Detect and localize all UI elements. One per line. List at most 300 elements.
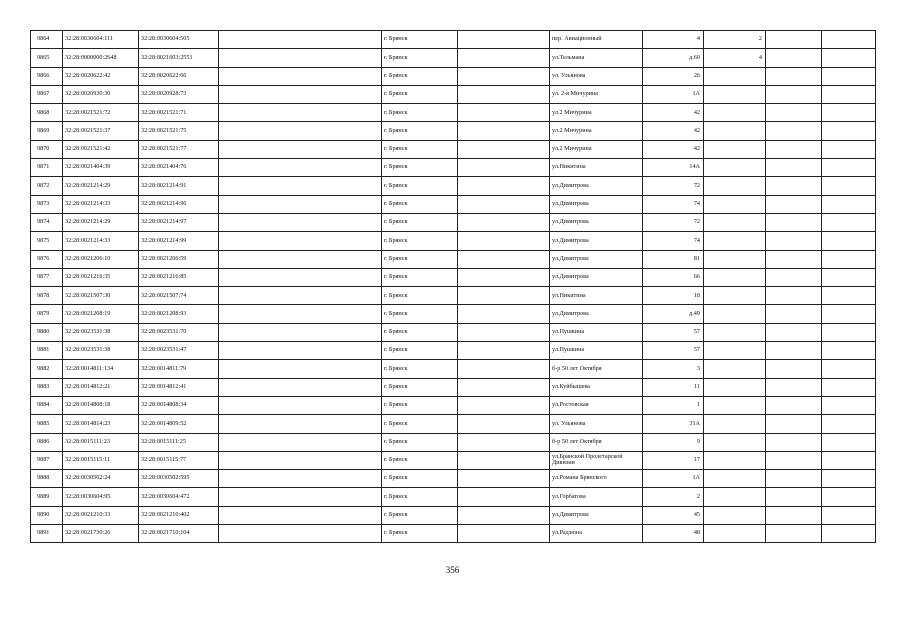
locality-cell: г. Брянск [382, 396, 458, 414]
row-number-cell: 9883 [31, 378, 63, 396]
description-cell [219, 31, 382, 49]
description-cell [219, 67, 382, 85]
object-cadastral-number-cell: 32:28:0021404:76 [139, 159, 219, 177]
locality-cell: г. Брянск [382, 195, 458, 213]
extra-cell [458, 287, 550, 305]
table-row [31, 104, 876, 122]
building-cell [704, 488, 766, 506]
aux-cell-2 [822, 342, 876, 360]
row-number-cell: 9880 [31, 323, 63, 341]
cadastral-number-cell: 32:28:0021521:42 [63, 140, 139, 158]
aux-cell-2 [822, 213, 876, 231]
description-cell [219, 268, 382, 286]
object-cadastral-number-cell: 32:28:0021210:402 [139, 506, 219, 524]
locality-cell: г. Брянск [382, 506, 458, 524]
row-number-cell: 9873 [31, 195, 63, 213]
locality-cell: г. Брянск [382, 140, 458, 158]
description-cell [219, 378, 382, 396]
aux-cell-1 [766, 159, 822, 177]
row-number-cell: 9876 [31, 250, 63, 268]
locality-cell: г. Брянск [382, 268, 458, 286]
object-cadastral-number-cell: 32:28:0021710:104 [139, 525, 219, 543]
aux-cell-1 [766, 85, 822, 103]
row-number-cell: 9864 [31, 31, 63, 49]
table-row [31, 470, 876, 488]
street-cell: ул.Димитрова [550, 268, 643, 286]
row-number-cell: 9869 [31, 122, 63, 140]
extra-cell [458, 396, 550, 414]
house-number-cell: 1 [643, 396, 704, 414]
aux-cell-2 [822, 250, 876, 268]
row-number-cell: 9887 [31, 451, 63, 469]
aux-cell-2 [822, 159, 876, 177]
object-cadastral-number-cell: 32:28:0023531:70 [139, 323, 219, 341]
extra-cell [458, 506, 550, 524]
object-cadastral-number-cell: 32:28:0021521:75 [139, 122, 219, 140]
object-cadastral-number-cell: 32:28:0021214:97 [139, 213, 219, 231]
house-number-cell: д.49 [643, 305, 704, 323]
cadastral-number-cell: 32:28:0023531:38 [63, 323, 139, 341]
cadastral-number-cell: 32:28:0021404:39 [63, 159, 139, 177]
object-cadastral-number-cell: 32:28:0021206:59 [139, 250, 219, 268]
cadastral-number-cell: 32:28:0021507:30 [63, 287, 139, 305]
building-cell [704, 396, 766, 414]
aux-cell-2 [822, 140, 876, 158]
aux-cell-1 [766, 232, 822, 250]
extra-cell [458, 433, 550, 451]
house-number-cell: 57 [643, 323, 704, 341]
table-row [31, 287, 876, 305]
locality-cell: г. Брянск [382, 323, 458, 341]
row-number-cell: 9875 [31, 232, 63, 250]
description-cell [219, 49, 382, 67]
table-row [31, 232, 876, 250]
aux-cell-1 [766, 67, 822, 85]
locality-cell: г. Брянск [382, 31, 458, 49]
house-number-cell: 9 [643, 433, 704, 451]
description-cell [219, 177, 382, 195]
aux-cell-2 [822, 177, 876, 195]
building-cell [704, 159, 766, 177]
registry-table [30, 30, 876, 543]
street-cell: ул.Горбатова [550, 488, 643, 506]
street-cell: ул.2 Мичурина [550, 104, 643, 122]
object-cadastral-number-cell: 32:28:0020928:73 [139, 85, 219, 103]
extra-cell [458, 305, 550, 323]
cadastral-number-cell: 32:28:0023531:38 [63, 342, 139, 360]
aux-cell-1 [766, 268, 822, 286]
street-cell: ул. Ульянова [550, 415, 643, 433]
description-cell [219, 250, 382, 268]
cadastral-number-cell: 32:28:0014812:21 [63, 378, 139, 396]
table-row [31, 342, 876, 360]
house-number-cell: 74 [643, 232, 704, 250]
table-row [31, 396, 876, 414]
street-cell: б-р 50 лет Октября [550, 433, 643, 451]
extra-cell [458, 159, 550, 177]
house-number-cell: 48 [643, 525, 704, 543]
locality-cell: г. Брянск [382, 378, 458, 396]
cadastral-number-cell: 32:28:0020930:30 [63, 85, 139, 103]
street-cell: б-р 50 лет Октября [550, 360, 643, 378]
locality-cell: г. Брянск [382, 525, 458, 543]
aux-cell-2 [822, 415, 876, 433]
building-cell [704, 305, 766, 323]
row-number-cell: 9882 [31, 360, 63, 378]
cadastral-number-cell: 32:28:0021730:26 [63, 525, 139, 543]
extra-cell [458, 213, 550, 231]
extra-cell [458, 342, 550, 360]
cadastral-number-cell: 32:28:0014808:18 [63, 396, 139, 414]
aux-cell-2 [822, 360, 876, 378]
street-cell: ул.Димитрова [550, 177, 643, 195]
aux-cell-2 [822, 268, 876, 286]
building-cell [704, 451, 766, 469]
building-cell [704, 140, 766, 158]
aux-cell-2 [822, 232, 876, 250]
house-number-cell: 72 [643, 213, 704, 231]
object-cadastral-number-cell: 32:28:0021214:99 [139, 232, 219, 250]
table-row [31, 213, 876, 231]
aux-cell-1 [766, 506, 822, 524]
aux-cell-2 [822, 433, 876, 451]
locality-cell: г. Брянск [382, 415, 458, 433]
description-cell [219, 159, 382, 177]
aux-cell-1 [766, 360, 822, 378]
cadastral-number-cell: 32:28:0021214:33 [63, 232, 139, 250]
object-cadastral-number-cell: 32:28:0021521:71 [139, 104, 219, 122]
building-cell: 2 [704, 31, 766, 49]
locality-cell: г. Брянск [382, 104, 458, 122]
house-number-cell: 45 [643, 506, 704, 524]
street-cell: ул.Пушкина [550, 342, 643, 360]
locality-cell: г. Брянск [382, 470, 458, 488]
building-cell [704, 525, 766, 543]
object-cadastral-number-cell: 32:28:0021521:77 [139, 140, 219, 158]
description-cell [219, 213, 382, 231]
street-cell: ул.Ростовская [550, 396, 643, 414]
cadastral-number-cell: 32:28:0000000:2648 [63, 49, 139, 67]
locality-cell: г. Брянск [382, 177, 458, 195]
extra-cell [458, 31, 550, 49]
building-cell [704, 268, 766, 286]
house-number-cell: 17 [643, 451, 704, 469]
object-cadastral-number-cell: 32:28:0014812:41 [139, 378, 219, 396]
street-cell: ул.Куйбышева [550, 378, 643, 396]
row-number-cell: 9881 [31, 342, 63, 360]
table-row [31, 122, 876, 140]
house-number-cell: 3 [643, 360, 704, 378]
locality-cell: г. Брянск [382, 67, 458, 85]
street-cell: ул.Тельмана [550, 49, 643, 67]
extra-cell [458, 232, 550, 250]
row-number-cell: 9891 [31, 525, 63, 543]
locality-cell: г. Брянск [382, 250, 458, 268]
extra-cell [458, 140, 550, 158]
row-number-cell: 9866 [31, 67, 63, 85]
locality-cell: г. Брянск [382, 360, 458, 378]
description-cell [219, 195, 382, 213]
street-cell: ул.Димитрова [550, 195, 643, 213]
house-number-cell: 1А [643, 85, 704, 103]
street-cell: ул.Димитрова [550, 305, 643, 323]
extra-cell [458, 268, 550, 286]
building-cell [704, 287, 766, 305]
house-number-cell: 18 [643, 287, 704, 305]
extra-cell [458, 415, 550, 433]
building-cell [704, 378, 766, 396]
cadastral-number-cell: 32:28:0030604:95 [63, 488, 139, 506]
locality-cell: г. Брянск [382, 159, 458, 177]
building-cell [704, 195, 766, 213]
table-row [31, 506, 876, 524]
row-number-cell: 9878 [31, 287, 63, 305]
street-cell: ул.Димитрова [550, 213, 643, 231]
aux-cell-2 [822, 31, 876, 49]
aux-cell-1 [766, 433, 822, 451]
description-cell [219, 104, 382, 122]
aux-cell-2 [822, 488, 876, 506]
row-number-cell: 9870 [31, 140, 63, 158]
aux-cell-2 [822, 122, 876, 140]
aux-cell-1 [766, 195, 822, 213]
aux-cell-2 [822, 470, 876, 488]
aux-cell-1 [766, 250, 822, 268]
locality-cell: г. Брянск [382, 451, 458, 469]
building-cell [704, 470, 766, 488]
extra-cell [458, 323, 550, 341]
house-number-cell: 42 [643, 140, 704, 158]
locality-cell: г. Брянск [382, 213, 458, 231]
street-cell: ул.Димитрова [550, 250, 643, 268]
description-cell [219, 232, 382, 250]
house-number-cell: 31А [643, 415, 704, 433]
cadastral-number-cell: 32:28:0021214:29 [63, 177, 139, 195]
row-number-cell: 9871 [31, 159, 63, 177]
street-cell: ул.Никитина [550, 287, 643, 305]
object-cadastral-number-cell: 32:28:0030502:595 [139, 470, 219, 488]
object-cadastral-number-cell: 32:28:0021208:93 [139, 305, 219, 323]
building-cell [704, 232, 766, 250]
object-cadastral-number-cell: 32:28:0021214:91 [139, 177, 219, 195]
row-number-cell: 9867 [31, 85, 63, 103]
table-row [31, 525, 876, 543]
street-cell: ул.Никитина [550, 159, 643, 177]
house-number-cell: 4 [643, 31, 704, 49]
street-cell: ул. 2-я Мичурина [550, 85, 643, 103]
aux-cell-2 [822, 378, 876, 396]
cadastral-number-cell: 32:28:0021216:35 [63, 268, 139, 286]
house-number-cell: 42 [643, 122, 704, 140]
object-cadastral-number-cell: 32:28:0014808:34 [139, 396, 219, 414]
street-cell: ул.2 Мичурина [550, 140, 643, 158]
extra-cell [458, 177, 550, 195]
extra-cell [458, 451, 550, 469]
house-number-cell: 14А [643, 159, 704, 177]
description-cell [219, 287, 382, 305]
building-cell [704, 415, 766, 433]
cadastral-number-cell: 32:28:0015111:23 [63, 433, 139, 451]
table-body [31, 31, 876, 543]
aux-cell-2 [822, 67, 876, 85]
street-cell: ул.Романа Брянского [550, 470, 643, 488]
table-row [31, 49, 876, 67]
aux-cell-2 [822, 506, 876, 524]
house-number-cell: 1А [643, 470, 704, 488]
row-number-cell: 9886 [31, 433, 63, 451]
description-cell [219, 305, 382, 323]
street-cell: ул.Пушкина [550, 323, 643, 341]
description-cell [219, 433, 382, 451]
extra-cell [458, 67, 550, 85]
street-cell: пер. Авиационный [550, 31, 643, 49]
aux-cell-1 [766, 287, 822, 305]
aux-cell-1 [766, 488, 822, 506]
table-row [31, 360, 876, 378]
street-cell: ул.2 Мичурина [550, 122, 643, 140]
building-cell [704, 250, 766, 268]
aux-cell-1 [766, 31, 822, 49]
aux-cell-2 [822, 525, 876, 543]
building-cell [704, 122, 766, 140]
house-number-cell: 2 [643, 488, 704, 506]
aux-cell-1 [766, 140, 822, 158]
description-cell [219, 323, 382, 341]
aux-cell-1 [766, 342, 822, 360]
table-row [31, 323, 876, 341]
object-cadastral-number-cell: 32:28:0030604:505 [139, 31, 219, 49]
description-cell [219, 360, 382, 378]
building-cell [704, 213, 766, 231]
locality-cell: г. Брянск [382, 488, 458, 506]
table-row [31, 415, 876, 433]
street-cell: ул.Брянской Пролетарской Дивизии [550, 451, 643, 469]
house-number-cell: 42 [643, 104, 704, 122]
aux-cell-1 [766, 525, 822, 543]
table-row [31, 31, 876, 49]
aux-cell-1 [766, 305, 822, 323]
aux-cell-1 [766, 470, 822, 488]
aux-cell-2 [822, 195, 876, 213]
table-row [31, 250, 876, 268]
locality-cell: г. Брянск [382, 232, 458, 250]
cadastral-number-cell: 32:28:0030502:24 [63, 470, 139, 488]
street-cell: ул.Радзюна [550, 525, 643, 543]
object-cadastral-number-cell: 32:28:0015111:25 [139, 433, 219, 451]
table-row [31, 451, 876, 469]
aux-cell-2 [822, 49, 876, 67]
street-cell: ул.Димитрова [550, 506, 643, 524]
object-cadastral-number-cell: 32:28:0030604:472 [139, 488, 219, 506]
building-cell [704, 85, 766, 103]
cadastral-number-cell: 32:28:0021214:33 [63, 195, 139, 213]
aux-cell-1 [766, 396, 822, 414]
house-number-cell: 11 [643, 378, 704, 396]
row-number-cell: 9885 [31, 415, 63, 433]
object-cadastral-number-cell: 32:28:0015115:77 [139, 451, 219, 469]
house-number-cell: д.60 [643, 49, 704, 67]
table-row [31, 159, 876, 177]
row-number-cell: 9868 [31, 104, 63, 122]
building-cell [704, 177, 766, 195]
building-cell [704, 342, 766, 360]
house-number-cell: 26 [643, 67, 704, 85]
locality-cell: г. Брянск [382, 85, 458, 103]
locality-cell: г. Брянск [382, 287, 458, 305]
extra-cell [458, 122, 550, 140]
street-cell: ул.Димитрова [550, 232, 643, 250]
locality-cell: г. Брянск [382, 342, 458, 360]
row-number-cell: 9874 [31, 213, 63, 231]
extra-cell [458, 85, 550, 103]
table-row [31, 268, 876, 286]
aux-cell-2 [822, 104, 876, 122]
house-number-cell: 66 [643, 268, 704, 286]
description-cell [219, 506, 382, 524]
aux-cell-1 [766, 323, 822, 341]
description-cell [219, 342, 382, 360]
building-cell [704, 67, 766, 85]
building-cell [704, 433, 766, 451]
house-number-cell: 72 [643, 177, 704, 195]
description-cell [219, 488, 382, 506]
extra-cell [458, 378, 550, 396]
extra-cell [458, 525, 550, 543]
aux-cell-2 [822, 85, 876, 103]
building-cell [704, 506, 766, 524]
row-number-cell: 9865 [31, 49, 63, 67]
description-cell [219, 85, 382, 103]
cadastral-number-cell: 32:28:0014814:23 [63, 415, 139, 433]
table-row [31, 67, 876, 85]
table-row [31, 305, 876, 323]
table-row [31, 488, 876, 506]
object-cadastral-number-cell: 32:28:0014811:79 [139, 360, 219, 378]
aux-cell-2 [822, 396, 876, 414]
row-number-cell: 9890 [31, 506, 63, 524]
extra-cell [458, 49, 550, 67]
building-cell [704, 323, 766, 341]
aux-cell-1 [766, 177, 822, 195]
cadastral-number-cell: 32:28:0021521:72 [63, 104, 139, 122]
aux-cell-1 [766, 104, 822, 122]
cadastral-number-cell: 32:28:0021214:29 [63, 213, 139, 231]
extra-cell [458, 470, 550, 488]
building-cell [704, 104, 766, 122]
aux-cell-1 [766, 451, 822, 469]
locality-cell: г. Брянск [382, 49, 458, 67]
row-number-cell: 9884 [31, 396, 63, 414]
locality-cell: г. Брянск [382, 433, 458, 451]
house-number-cell: 81 [643, 250, 704, 268]
cadastral-number-cell: 32:28:0021210:33 [63, 506, 139, 524]
description-cell [219, 470, 382, 488]
object-cadastral-number-cell: 32:28:0014809:52 [139, 415, 219, 433]
cadastral-number-cell: 32:28:0014811:134 [63, 360, 139, 378]
extra-cell [458, 360, 550, 378]
aux-cell-2 [822, 451, 876, 469]
description-cell [219, 396, 382, 414]
locality-cell: г. Брянск [382, 122, 458, 140]
description-cell [219, 415, 382, 433]
aux-cell-2 [822, 323, 876, 341]
cadastral-number-cell: 32:28:0021206:10 [63, 250, 139, 268]
aux-cell-1 [766, 213, 822, 231]
house-number-cell: 57 [643, 342, 704, 360]
row-number-cell: 9879 [31, 305, 63, 323]
table-row [31, 195, 876, 213]
table-row [31, 378, 876, 396]
